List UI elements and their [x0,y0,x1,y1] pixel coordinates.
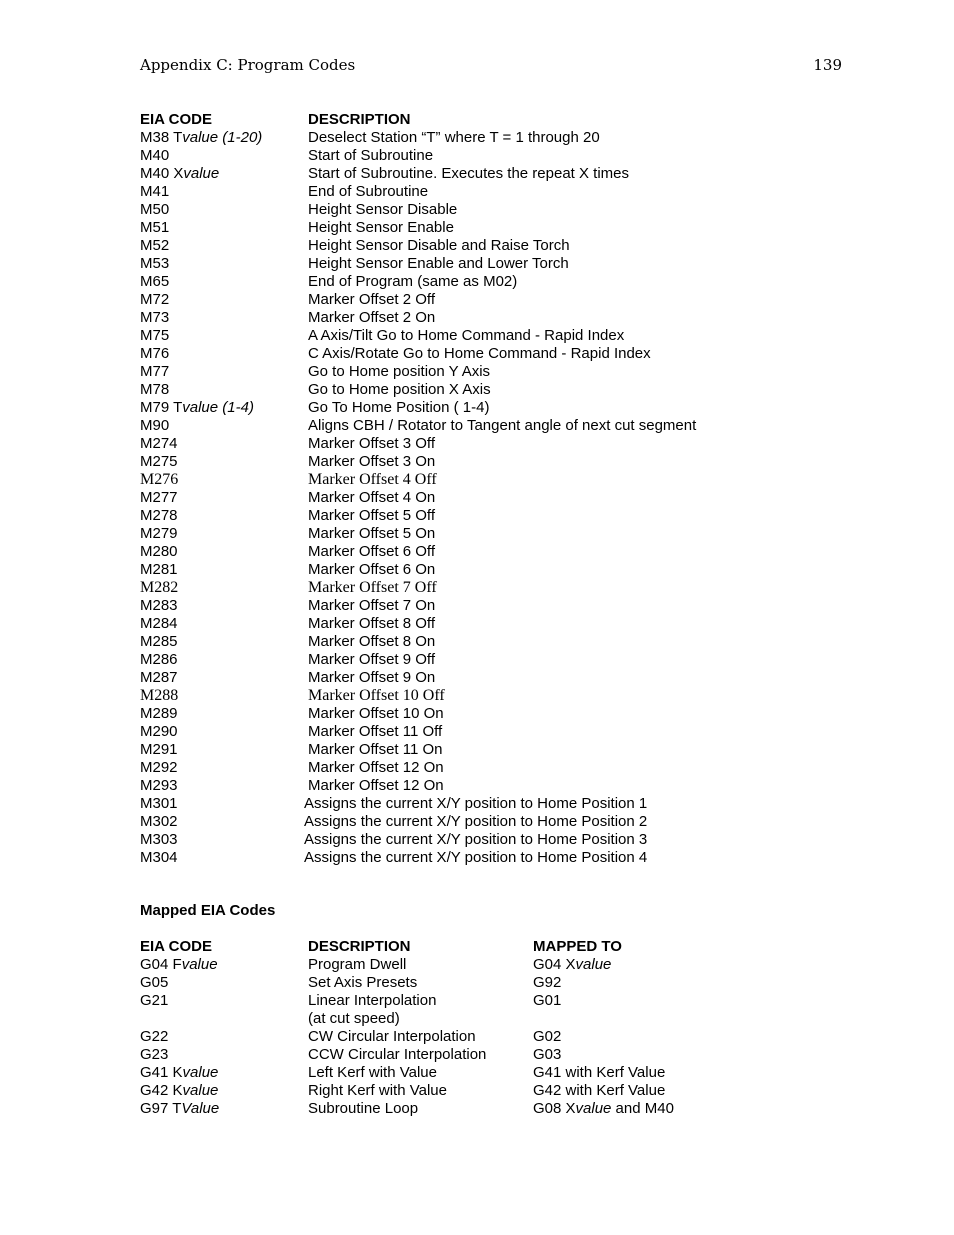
eia-code-cell [140,399,254,417]
description-text: Go To Home Position ( 1-4) [308,399,490,416]
description-cell [308,956,406,974]
description-cell [308,363,490,381]
description-text: CW Circular Interpolation [308,1028,476,1045]
description-text: Assigns the current X/Y position to Home Position 3 [304,831,648,848]
mapped-to-code: G03 [533,1046,562,1063]
eia-code: M77 [140,363,170,380]
description-text: Start of Subroutine [308,147,434,164]
description-text: Go to Home position X Axis [308,381,491,398]
eia-code-cell [140,1028,168,1046]
description-cell [308,435,435,453]
description-cell [308,687,445,705]
eia-code-cell [140,651,178,669]
eia-code: M281 [140,561,178,578]
description-cell [308,147,433,165]
eia-code: M279 [140,525,178,542]
description-cell [308,417,696,435]
eia-code: M277 [140,489,178,506]
description-cell [308,1028,476,1046]
description-cell [308,237,570,255]
eia-code-cell [140,129,262,147]
eia-code: M284 [140,615,178,632]
description-text: Marker Offset 8 Off [308,615,435,632]
description-cell [308,992,436,1010]
description-text: Marker Offset 10 Off [308,687,445,704]
eia-code-variable: value (1-20) [182,129,263,146]
eia-code: M275 [140,453,178,470]
description-text: Marker Offset 11 On [308,741,443,758]
description-text: Marker Offset 9 On [308,669,436,686]
eia-code-cell [140,327,169,345]
eia-code-cell [140,381,169,399]
eia-code: M51 [140,219,170,236]
eia-code-cell [140,597,178,615]
description-cell [308,507,435,525]
eia-code: M52 [140,237,170,254]
eia-code: M304 [140,849,178,866]
description-text: Subroutine Loop [308,1100,419,1117]
eia-code: M278 [140,507,178,524]
mapped-to-cell [533,974,561,992]
eia-code-cell [140,237,169,255]
description-text: Marker Offset 2 On [308,309,436,326]
description-cell [308,669,435,687]
eia-code-cell [140,723,178,741]
description-cell [308,1082,447,1100]
eia-code: M40 [140,147,170,164]
eia-code: G05 [140,974,169,991]
eia-code-cell [140,615,178,633]
eia-code-cell [140,489,178,507]
description-text: Marker Offset 12 On [308,777,444,794]
eia-code: M78 [140,381,170,398]
eia-code-cell [140,255,169,273]
description-text: Marker Offset 4 On [308,489,436,506]
eia-code-cell [140,1082,218,1100]
eia-code-variable: value [183,165,220,182]
page-header-title: Appendix C: Program Codes [140,56,356,74]
eia-code: M282 [140,579,179,596]
description-cell [308,219,454,237]
description-text: Height Sensor Disable [308,201,458,218]
description-text: Marker Offset 6 Off [308,543,435,560]
section-title-mapped-eia-codes: Mapped EIA Codes [140,902,276,919]
eia-code: M292 [140,759,178,776]
description-cell [308,777,444,795]
eia-code-cell [140,1100,219,1118]
page-header [140,56,842,76]
column-header-description: DESCRIPTION [308,111,411,128]
description-text: Marker Offset 7 Off [308,579,437,596]
description-cell [308,705,444,723]
mapped-to-code: G92 [533,974,562,991]
description-text: Marker Offset 6 On [308,561,436,578]
description-text: Marker Offset 12 On [308,759,444,776]
eia-code-variable: value (1-4) [182,399,254,416]
eia-code: M293 [140,777,178,794]
description-cell [308,471,437,489]
description-text: Height Sensor Enable and Lower Torch [308,255,569,272]
mapped-to-variable: value [575,1100,612,1117]
eia-code-cell [140,759,178,777]
eia-code: M289 [140,705,178,722]
eia-code-cell [140,471,178,489]
eia-code: M290 [140,723,178,740]
description-cell [308,255,569,273]
eia-code: M285 [140,633,178,650]
eia-code-cell [140,525,178,543]
eia-code-cell [140,453,178,471]
description-text: CCW Circular Interpolation [308,1046,487,1063]
eia-code-cell [140,147,169,165]
eia-code-cell [140,777,178,795]
mapped-to-cell [533,1064,665,1082]
mapped-to-code: G02 [533,1028,562,1045]
description-cell [308,345,651,363]
eia-code-cell [140,507,178,525]
eia-code: M73 [140,309,170,326]
description-cell [308,633,435,651]
description-cell [308,525,435,543]
eia-code: G41 K [140,1064,183,1081]
eia-code-cell [140,741,178,759]
description-cell [308,1100,418,1118]
description-cell [308,759,444,777]
description-text: Marker Offset 8 On [308,633,436,650]
eia-code-cell [140,831,178,849]
eia-code-cell [140,813,178,831]
eia-code-cell [140,417,169,435]
mapped-to-cell [533,1046,561,1064]
description-text: Marker Offset 7 On [308,597,436,614]
mapped-to-variable: value [575,956,612,973]
mapped-to-cell [533,1028,561,1046]
description-text: Marker Offset 5 On [308,525,436,542]
eia-code-cell [140,561,178,579]
description-text: Marker Offset 5 Off [308,507,435,524]
description-cell [308,543,435,561]
description-cell [304,849,647,867]
eia-code-cell [140,435,178,453]
eia-code: M287 [140,669,178,686]
description-text: Height Sensor Enable [308,219,454,236]
eia-code-cell [140,956,218,974]
eia-code-cell [140,992,168,1010]
eia-code: G04 F [140,956,182,973]
eia-code: M65 [140,273,170,290]
eia-code: M90 [140,417,170,434]
eia-code-cell [140,273,169,291]
description-cell [308,399,489,417]
description-text: Marker Offset 2 Off [308,291,435,308]
description-cell [308,561,435,579]
eia-code-cell [140,1064,218,1082]
eia-code-cell [140,633,178,651]
description-text: Right Kerf with Value [308,1082,447,1099]
page-number: 139 [813,56,842,74]
eia-code-cell [140,219,169,237]
description-cell [308,741,443,759]
description-cell [308,579,437,597]
eia-code-variable: value [182,1082,219,1099]
description-text: Assigns the current X/Y position to Home Position 4 [304,849,648,866]
eia-code: G42 K [140,1082,183,1099]
eia-code: M302 [140,813,178,830]
eia-code-variable: value [181,956,218,973]
description-cell [308,129,600,147]
description-cell [308,327,624,345]
description-cell [308,309,435,327]
eia-code: M288 [140,687,179,704]
description-cell [308,489,435,507]
eia-code-cell [140,579,178,597]
eia-code: M72 [140,291,170,308]
description-cell [308,723,442,741]
description-cell [308,1010,400,1028]
eia-code: M303 [140,831,178,848]
description-cell [304,795,647,813]
eia-code-cell [140,687,178,705]
column-header-description: DESCRIPTION [308,938,411,955]
description-text: A Axis/Tilt Go to Home Command - Rapid Index [308,327,625,344]
description-text: Marker Offset 11 Off [308,723,443,740]
description-text: Marker Offset 9 Off [308,651,435,668]
description-text: Deselect Station “T” where T = 1 through 20 [308,129,600,146]
description-text: Assigns the current X/Y position to Home Position 2 [304,813,648,830]
eia-code: M301 [140,795,178,812]
eia-code-cell [140,669,178,687]
description-text: Marker Offset 3 Off [308,435,435,452]
eia-code: M41 [140,183,170,200]
eia-code-cell [140,849,178,867]
description-cell [304,831,647,849]
description-text: Left Kerf with Value [308,1064,437,1081]
mapped-to-code: G42 with Kerf Value [533,1082,666,1099]
description-text: Assigns the current X/Y position to Home Position 1 [304,795,648,812]
eia-code-cell [140,543,178,561]
eia-code-cell [140,705,178,723]
column-header-mapped-to: MAPPED TO [533,938,622,955]
mapped-to-code: G41 with Kerf Value [533,1064,666,1081]
mapped-to-code: G04 X [533,956,576,973]
eia-code: M75 [140,327,170,344]
eia-code: M50 [140,201,170,218]
description-text: End of Subroutine [308,183,429,200]
mapped-to-cell [533,1100,674,1118]
eia-code-variable: Value [181,1100,220,1117]
eia-code-cell [140,345,169,363]
description-cell [308,615,435,633]
eia-code-cell [140,183,169,201]
description-cell [308,201,457,219]
description-cell [308,453,435,471]
description-text: (at cut speed) [308,1010,400,1027]
description-text: Marker Offset 3 On [308,453,436,470]
eia-code-cell [140,1046,168,1064]
description-cell [308,597,435,615]
eia-code-cell [140,795,178,813]
eia-code: M291 [140,741,178,758]
eia-code: M38 T [140,129,183,146]
mapped-to-cell [533,992,561,1010]
description-text: Program Dwell [308,956,407,973]
description-cell [308,651,435,669]
eia-code-variable: value [182,1064,219,1081]
eia-code: M76 [140,345,170,362]
eia-code: M280 [140,543,178,560]
mapped-to-code: G08 X [533,1100,576,1117]
description-text: Start of Subroutine. Executes the repeat X times [308,165,630,182]
description-cell [304,813,647,831]
mapped-to-suffix: and M40 [611,1100,674,1117]
eia-code-cell [140,974,168,992]
eia-code: M53 [140,255,170,272]
eia-code: G21 [140,992,169,1009]
description-text: Marker Offset 10 On [308,705,444,722]
description-cell [308,974,417,992]
column-header-eia-code: EIA CODE [140,111,212,128]
eia-code-cell [140,201,169,219]
description-cell [308,381,491,399]
mapped-to-code: G01 [533,992,562,1009]
description-text: Height Sensor Disable and Raise Torch [308,237,570,254]
mapped-to-cell [533,956,611,974]
eia-code: M276 [140,471,179,488]
eia-code-cell [140,165,219,183]
description-cell [308,183,428,201]
description-text: Marker Offset 4 Off [308,471,437,488]
eia-code: G97 T [140,1100,182,1117]
description-text: End of Program (same as M02) [308,273,518,290]
eia-code-cell [140,309,169,327]
description-text: Linear Interpolation [308,992,437,1009]
description-text: Aligns CBH / Rotator to Tangent angle of next cut segment [308,417,697,434]
eia-code-cell [140,291,169,309]
eia-code: M40 X [140,165,184,182]
eia-code-cell [140,363,169,381]
eia-code: M274 [140,435,178,452]
eia-code: M283 [140,597,178,614]
eia-code: M286 [140,651,178,668]
column-header-eia-code: EIA CODE [140,938,212,955]
eia-code: G23 [140,1046,169,1063]
description-text: Go to Home position Y Axis [308,363,491,380]
description-text: C Axis/Rotate Go to Home Command - Rapid Index [308,345,651,362]
eia-code: M79 T [140,399,183,416]
eia-code: G22 [140,1028,169,1045]
description-cell [308,273,517,291]
description-cell [308,1064,437,1082]
description-cell [308,165,629,183]
description-cell [308,291,435,309]
description-text: Set Axis Presets [308,974,418,991]
mapped-to-cell [533,1082,665,1100]
description-cell [308,1046,486,1064]
